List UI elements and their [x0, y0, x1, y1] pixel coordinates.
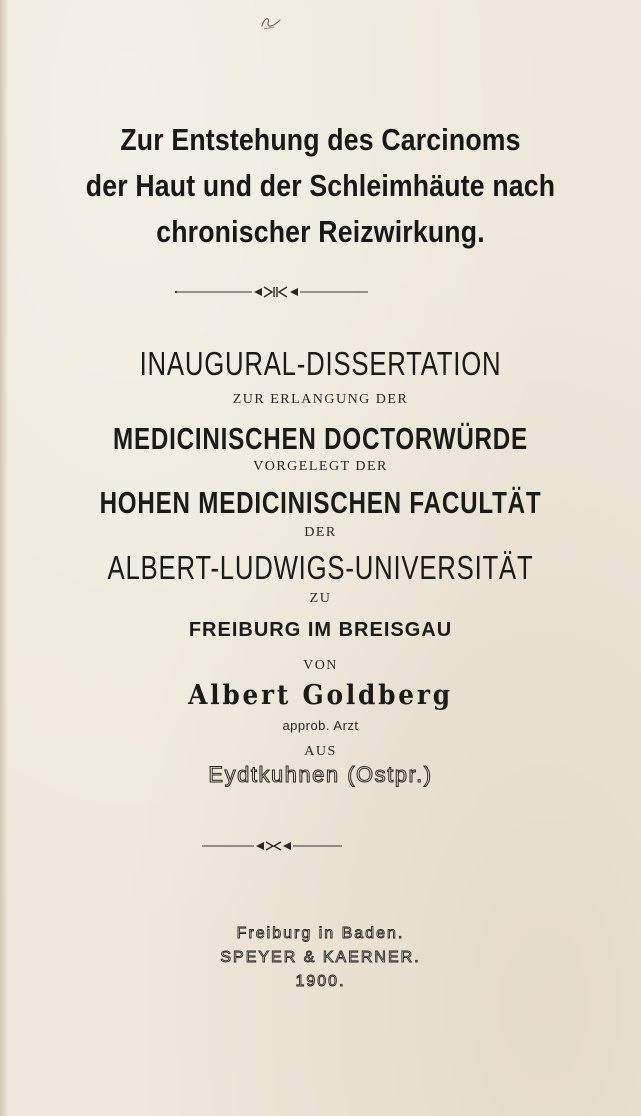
page-edge-shadow — [0, 0, 8, 1116]
imprint-year: 1900. — [295, 973, 346, 990]
dissertation-presented-to: VORGELEGT DER — [253, 459, 388, 474]
dissertation-purpose: ZUR ERLANGUNG DER — [232, 392, 409, 407]
dissertation-at: ZU — [309, 591, 332, 606]
pencil-mark-icon — [258, 14, 284, 32]
imprint-place: Freiburg in Baden. — [236, 925, 405, 942]
ornamental-rule-bottom — [198, 840, 346, 852]
author-from: AUS — [304, 744, 337, 759]
title-line-3: chronischer Reizwirkung. — [156, 214, 485, 249]
imprint-publisher: SPEYER & KAERNER. — [220, 949, 421, 966]
dissertation-university: ALBERT-LUDWIGS-UNIVERSITÄT — [107, 549, 534, 586]
title-line-2: der Haut und der Schleimhäute nach — [85, 168, 556, 203]
ornamental-rule-top — [172, 285, 372, 299]
dissertation-of: DER — [304, 525, 337, 540]
dissertation-city: FREIBURG IM BREISGAU — [188, 619, 453, 641]
dissertation-degree: MEDICINISCHEN DOCTORWÜRDE — [113, 421, 528, 456]
author-by: VON — [303, 658, 338, 673]
author-title: approb. Arzt — [282, 718, 359, 733]
dissertation-faculty: HOHEN MEDICINISCHEN FACULTÄT — [99, 485, 542, 520]
title-line-1: Zur Entstehung des Carcinoms — [120, 122, 521, 157]
author-name: Albert Goldberg — [188, 680, 453, 711]
dissertation-heading: INAUGURAL-DISSERTATION — [139, 345, 502, 382]
author-origin: Eydtkuhnen (Ostpr.) — [208, 762, 433, 787]
